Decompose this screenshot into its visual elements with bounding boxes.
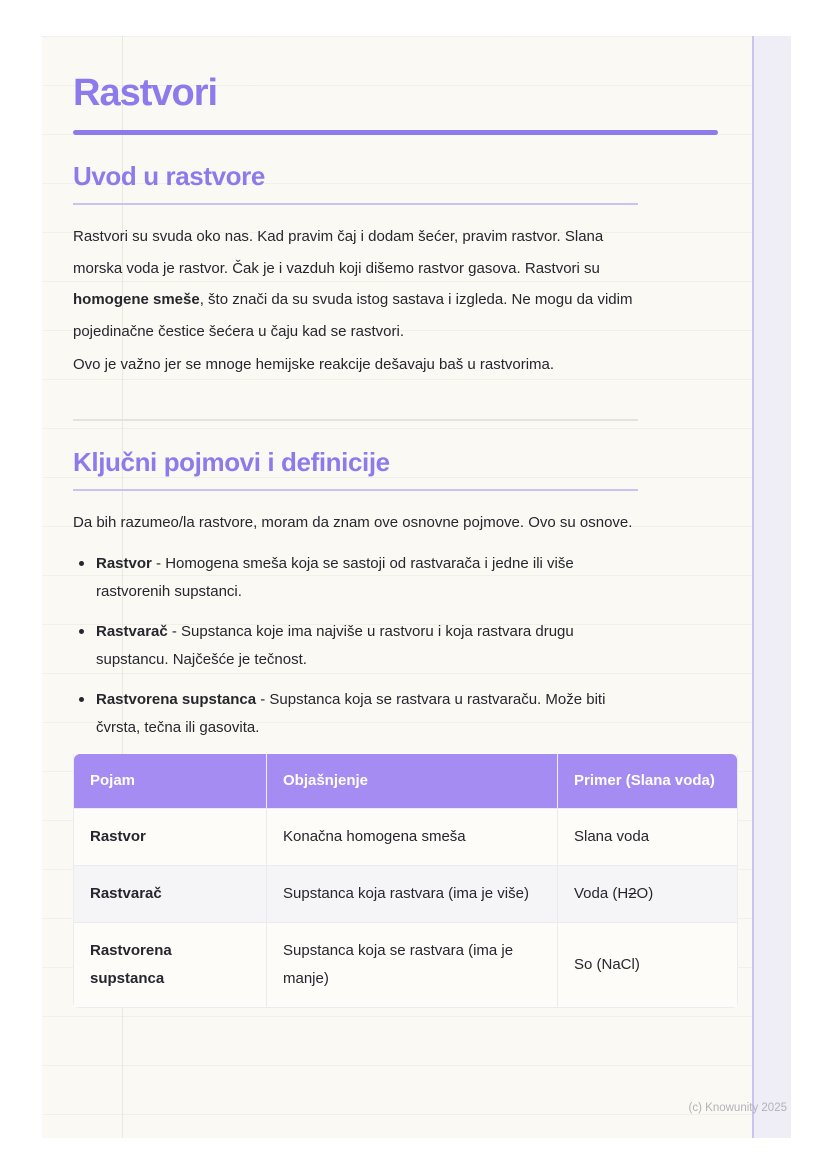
definition-term: Rastvarač	[96, 623, 168, 640]
definitions-list	[73, 550, 638, 742]
definitions-intro-paragraph: Da bih razumeo/la rastvore, moram da znam ove osnovne pojmove. Ovo su osnove.	[73, 513, 633, 531]
list-item	[73, 686, 638, 742]
title-divider	[73, 130, 718, 135]
formula-text: O)	[636, 885, 654, 902]
cell-example: So (NaCl)	[558, 922, 737, 1007]
column-header-pojam: Pojam	[74, 754, 267, 808]
cell-explanation: Konačna homogena smeša	[267, 808, 558, 865]
list-item	[73, 618, 638, 674]
section-heading-pojmovi: Ključni pojmovi i definicije	[73, 446, 390, 477]
table-row	[74, 808, 737, 865]
cell-explanation: Supstanca koja rastvara (ima je više)	[267, 865, 558, 922]
document-page	[42, 36, 752, 1138]
bullet-icon	[79, 629, 84, 634]
table-header-row	[74, 754, 737, 808]
list-item	[73, 550, 638, 606]
list-item-text	[96, 618, 638, 674]
cell-example: Slana voda	[558, 808, 737, 865]
paragraph-text: , što znači da su svuda istog sastava i izgleda. Ne mogu da vidim pojedinačne čestice šećera u čaju kad se rastvori.	[73, 291, 633, 340]
section-divider	[73, 419, 638, 421]
definitions-table	[73, 754, 738, 1008]
bullet-icon	[79, 697, 84, 702]
definition-text: - Supstanca koja se rastvara u rastvaraču. Može biti čvrsta, tečna ili gasovita.	[96, 691, 606, 736]
cell-explanation: Supstanca koja se rastvara (ima je manje)	[267, 922, 558, 1007]
cell-term: Rastvor	[74, 808, 267, 865]
cell-example	[558, 865, 737, 922]
list-item-text	[96, 686, 638, 742]
table-row	[74, 922, 737, 1007]
page-title: Rastvori	[73, 72, 218, 114]
intro-paragraph	[73, 221, 638, 347]
table-header	[74, 754, 737, 808]
section-heading-underline	[73, 203, 638, 205]
importance-paragraph: Ovo je važno jer se mnoge hemijske reakcije dešavaju baš u rastvorima.	[73, 356, 555, 373]
paragraph-text: Rastvori su svuda oko nas. Kad pravim čaj i dodam šećer, pravim rastvor. Slana morska voda je rastvor. Čak je i vazduh koji dišemo rastvor gasova. Rastvori su	[73, 228, 604, 277]
column-header-objasnjenje: Objašnjenje	[267, 754, 558, 808]
definition-term: Rastvorena supstanca	[96, 691, 257, 708]
copyright-footer: (c) Knowunity 2025	[688, 1102, 787, 1114]
column-header-primer: Primer (Slana voda)	[558, 754, 737, 808]
section-heading-uvod: Uvod u rastvore	[73, 161, 265, 191]
section-heading-underline	[73, 489, 638, 491]
definition-term: Rastvor	[96, 555, 152, 572]
list-item-text	[96, 550, 638, 606]
cell-term: Rastvarač	[74, 865, 267, 922]
bullet-icon	[79, 561, 84, 566]
page-content	[42, 36, 718, 1008]
bold-term: homogene smeše	[73, 291, 200, 308]
definition-text: - Supstanca koje ima najviše u rastvoru i koja rastvara drugu supstancu. Najčešće je tečnost.	[96, 623, 574, 668]
formula-text: Voda (H	[574, 885, 629, 902]
table-row	[74, 865, 737, 922]
definition-text: - Homogena smeša koja se sastoji od rastvarača i jedne ili više rastvorenih supstanci.	[96, 555, 574, 600]
page-edge-strip	[752, 36, 791, 1138]
table-body	[74, 808, 737, 1007]
formula-subscript: 2	[628, 885, 637, 902]
cell-term: Rastvorena supstanca	[74, 922, 267, 1007]
